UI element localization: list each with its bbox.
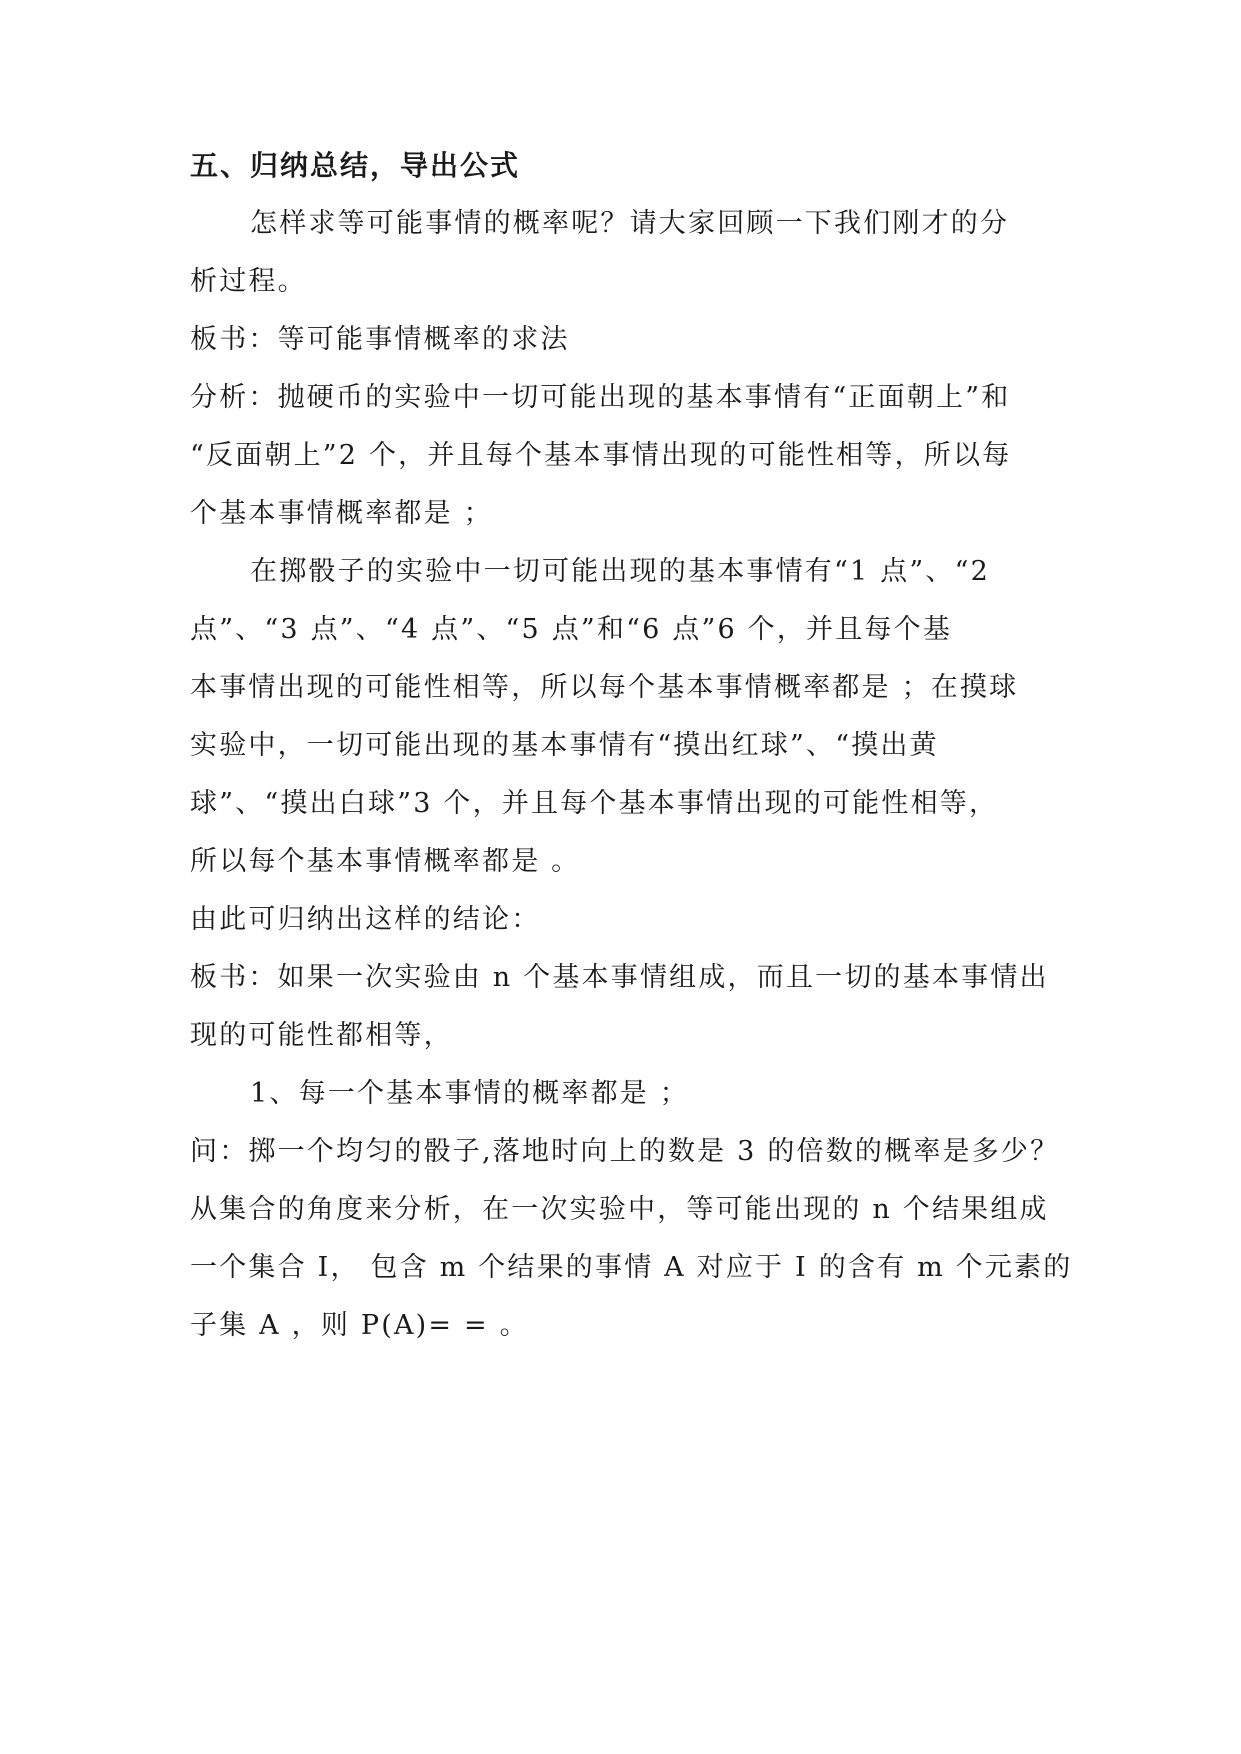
paragraph-line: 板书：如果一次实验由 n 个基本事情组成，而且一切的基本事情出 <box>190 962 1049 993</box>
paragraph-line: 问：掷一个均匀的骰子,落地时向上的数是 3 的倍数的概率是多少？ <box>190 1136 1060 1167</box>
paragraph-line: 分析：抛硬币的实验中一切可能出现的基本事情有“正面朝上”和 <box>190 382 1011 413</box>
paragraph-line: 板书：等可能事情概率的求法 <box>190 324 570 355</box>
paragraph-line: 由此可归纳出这样的结论： <box>190 904 541 935</box>
paragraph-line: 本事情出现的可能性相等，所以每个基本事情概率都是 ；在摸球 <box>190 672 1019 703</box>
paragraph-line: 现的可能性都相等， <box>190 1020 453 1051</box>
paragraph-line: 在掷骰子的实验中一切可能出现的基本事情有“1 点”、“2 <box>250 556 990 587</box>
paragraph-line: 球”、“摸出白球”3 个，并且每个基本事情出现的可能性相等， <box>190 788 999 819</box>
list-item: 1、每一个基本事情的概率都是 ； <box>250 1078 689 1109</box>
paragraph-line: “反面朝上”2 个，并且每个基本事情出现的可能性相等，所以每 <box>190 440 1012 471</box>
paragraph-line: 一个集合 I， 包含 m 个结果的事情 A 对应于 I 的含有 m 个元素的 <box>190 1252 1073 1283</box>
paragraph-line: 实验中，一切可能出现的基本事情有“摸出红球”、“摸出黄 <box>190 730 939 761</box>
paragraph-line: 所以每个基本事情概率都是 。 <box>190 846 581 877</box>
paragraph-line: 子集 A ，则 P(A)= = 。 <box>190 1310 529 1341</box>
paragraph-line: 从集合的角度来分析，在一次实验中，等可能出现的 n 个结果组成 <box>190 1194 1049 1225</box>
paragraph-line: 点”、“3 点”、“4 点”、“5 点”和“6 点”6 个，并且每个基 <box>190 614 953 645</box>
paragraph-line: 怎样求等可能事情的概率呢？请大家回顾一下我们刚才的分 <box>250 208 1010 239</box>
paragraph-line: 析过程。 <box>190 266 307 297</box>
paragraph-line: 个基本事情概率都是 ； <box>190 498 493 529</box>
section-heading: 五、归纳总结，导出公式 <box>190 149 521 182</box>
